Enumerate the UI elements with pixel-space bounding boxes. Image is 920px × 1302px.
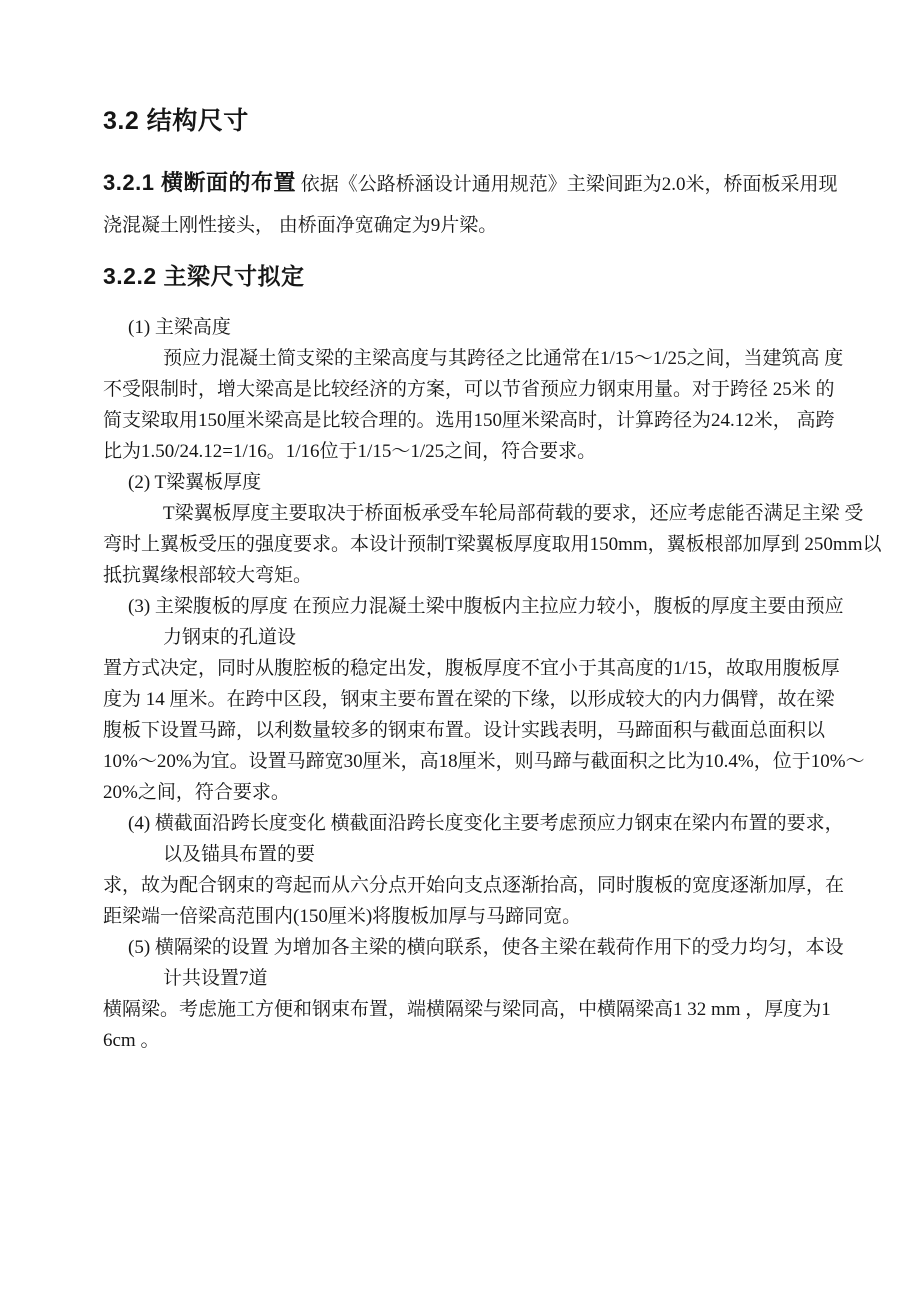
paragraph-3-2-1 <box>103 162 855 246</box>
list-item-3-label-line: (3) 主梁腹板的厚度 在预应力混凝土梁中腹板内主拉应力较小，腹板的厚度主要由预应 <box>128 596 844 617</box>
document-content <box>103 106 882 1056</box>
body-line: 20%之间，符合要求。 <box>103 782 290 803</box>
paragraph-3-2-1-line-2: 浇混凝土刚性接头， 由桥面净宽确定为9片梁。 <box>103 215 498 236</box>
section-heading-3-2-1: 3.2.1 横断面的布置 <box>103 170 297 195</box>
body-line: 置方式决定，同时从腹腔板的稳定出发，腹板厚度不宜小于其高度的1/15，故取用腹板厚 <box>103 658 840 679</box>
list-item-2-label-line: (2) T梁翼板厚度 <box>128 472 262 493</box>
body-line: 10%〜20%为宜。设置马蹄宽30厘米，高18厘米，则马蹄与截面积之比为10.4%，位于10%〜 <box>103 751 865 772</box>
body-line: 距梁端一倍梁高范围内(150厘米)将腹板加厚与马蹄同宽。 <box>103 906 582 927</box>
body-line: 度为 14 厘米。在跨中区段，钢束主要布置在梁的下缘，以形成较大的内力偶臂，故在梁 <box>103 689 835 710</box>
body-line: 以及锚具布置的要 <box>163 844 316 865</box>
body-line: 横隔梁。考虑施工方便和钢束布置，端横隔梁与梁同高，中横隔梁高1 32 mm ，厚度为1 <box>103 999 831 1020</box>
body-line: T梁翼板厚度主要取决于桥面板承受车轮局部荷载的要求，还应考虑能否满足主梁 受 <box>163 503 864 524</box>
body-line: 力钢束的孔道设 <box>163 627 297 648</box>
body-line: 弯时上翼板受压的强度要求。本设计预制T梁翼板厚度取用150mm，翼板根部加厚到 250mm以 <box>103 534 882 555</box>
body-line: 腹板下设置马蹄，以利数量较多的钢束布置。设计实践表明，马蹄面积与截面总面积以 <box>103 720 826 741</box>
body-line: 比为1.50/24.12=1/16。1/16位于1/15〜1/25之间，符合要求。 <box>103 441 597 462</box>
body-line: 计共设置7道 <box>163 968 268 989</box>
body-line: 简支梁取用150厘米梁高是比较合理的。选用150厘米梁高时，计算跨径为24.12米， 高跨 <box>103 410 835 431</box>
list-item-1-label-line: (1) 主梁高度 <box>128 317 231 338</box>
body-line: 6cm 。 <box>103 1030 160 1051</box>
section-heading-3-2: 3.2 结构尺寸 <box>103 107 249 135</box>
section-heading-3-2-2: 3.2.2 主梁尺寸拟定 <box>103 263 305 289</box>
paragraph-3-2-1-text: 依据《公路桥涵设计通用规范》主梁间距为2.0米，桥面板采用现 <box>296 174 838 195</box>
list-item-5-label-line: (5) 横隔梁的设置 为增加各主梁的横向联系，使各主梁在载荷作用下的受力均匀，本设 <box>128 937 844 958</box>
body-line: 预应力混凝土简支梁的主梁高度与其跨径之比通常在1/15〜1/25之间，当建筑高 度 <box>163 348 844 369</box>
body-line: 抵抗翼缘根部较大弯矩。 <box>103 565 313 586</box>
paragraph-3-2-1-line-1 <box>103 162 855 205</box>
section-3-2-2-body <box>103 312 882 1056</box>
body-line: 不受限制时，增大梁高是比较经济的方案，可以节省预应力钢束用量。对于跨径 25米 的 <box>103 379 835 400</box>
list-item-4-label-line: (4) 横截面沿跨长度变化 横截面沿跨长度变化主要考虑预应力钢束在梁内布置的要求， <box>128 813 844 834</box>
body-line: 求，故为配合钢束的弯起而从六分点开始向支点逐渐抬高，同时腹板的宽度逐渐加厚，在 <box>103 875 845 896</box>
